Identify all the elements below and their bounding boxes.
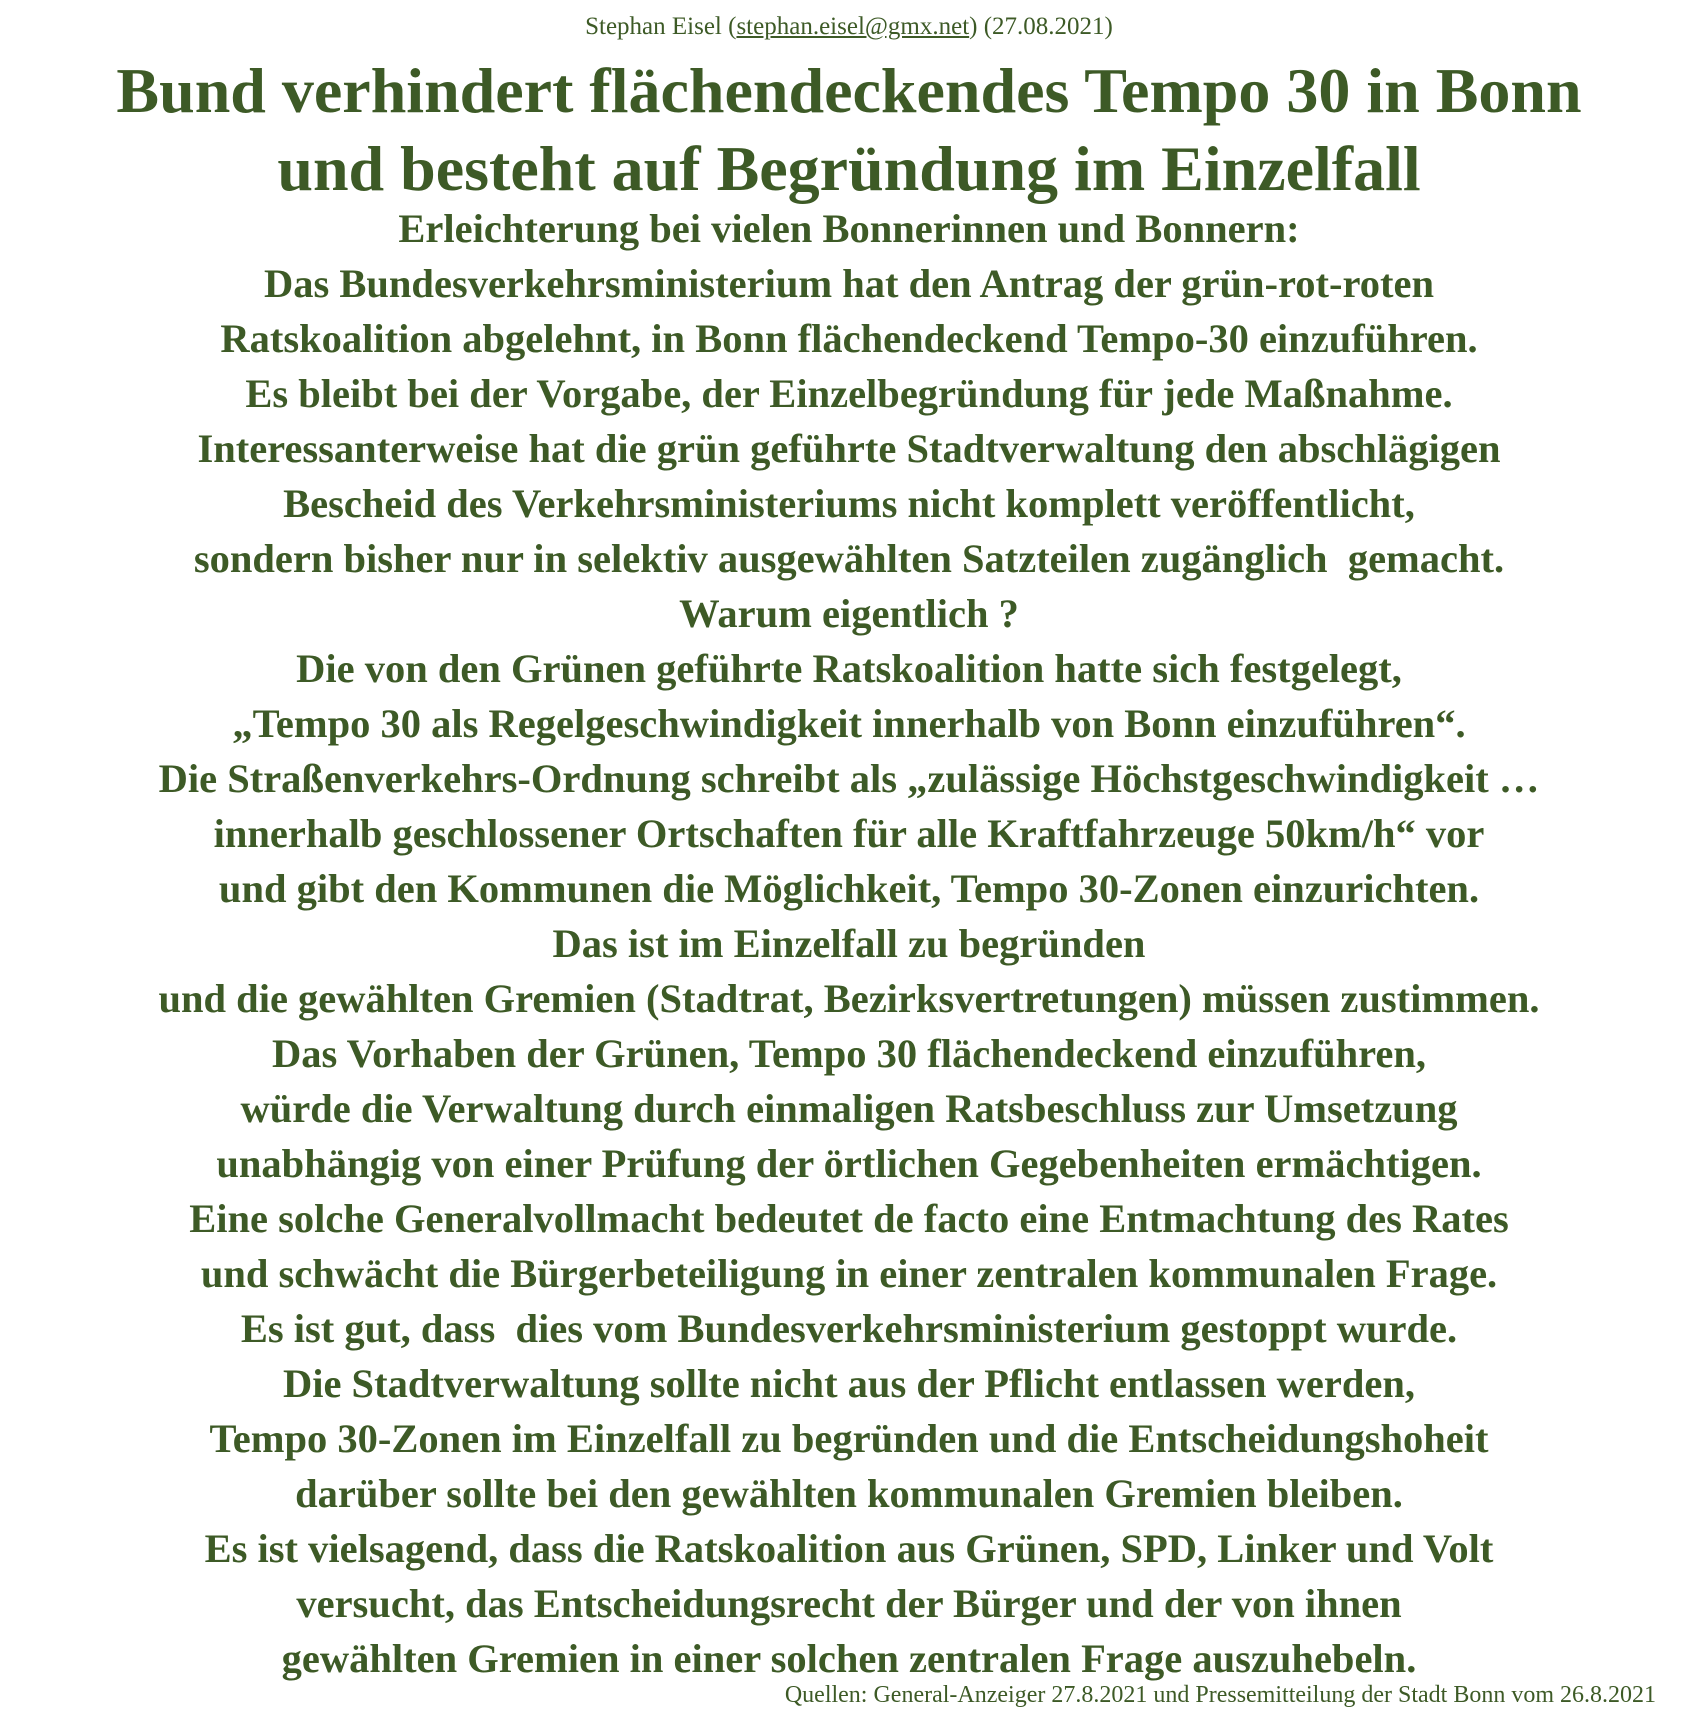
body-line: Interessanterweise hat die grün geführte Stadtverwaltung den abschlägigen [197, 426, 1501, 471]
headline-line-2: und besteht auf Begründung im Einzelfall [277, 133, 1421, 204]
body-line: würde die Verwaltung durch einmaligen Ratsbeschluss zur Umsetzung [240, 1086, 1458, 1131]
body-line: und schwächt die Bürgerbeteiligung in einer zentralen kommunalen Frage. [200, 1251, 1498, 1296]
body-line: „Tempo 30 als Regelgeschwindigkeit innerhalb von Bonn einzuführen“. [232, 701, 1466, 746]
body-line: gewählten Gremien in einer solchen zentralen Frage auszuhebeln. [281, 1636, 1417, 1681]
body-line: Warum eigentlich ? [679, 591, 1019, 636]
body-line: Ratskoalition abgelehnt, in Bonn flächendeckend Tempo-30 einzuführen. [220, 316, 1478, 361]
body-line: Eine solche Generalvollmacht bedeutet de facto eine Entmachtung des Rates [189, 1196, 1509, 1241]
body-line: und die gewählten Gremien (Stadtrat, Bezirksvertretungen) müssen zustimmen. [158, 976, 1540, 1021]
body-line: Bescheid des Verkehrsministeriums nicht komplett veröffentlicht, [283, 481, 1415, 526]
headline-line-1: Bund verhindert flächendeckendes Tempo 30 in Bonn [116, 55, 1582, 126]
body-line: innerhalb geschlossener Ortschaften für alle Kraftfahrzeuge 50km/h“ vor [213, 811, 1485, 856]
author-email-link[interactable]: stephan.eisel@gmx.net [736, 13, 970, 40]
body-line: Die Straßenverkehrs-Ordnung schreibt als „zulässige Höchstgeschwindigkeit … [158, 756, 1540, 801]
body-line: Die Stadtverwaltung sollte nicht aus der Pflicht entlassen werden, [282, 1361, 1416, 1406]
body-line: versucht, das Entscheidungsrecht der Bürger und der von ihnen [296, 1581, 1402, 1626]
body-line: unabhängig von einer Prüfung der örtlichen Gegebenheiten ermächtigen. [216, 1141, 1482, 1186]
body-line: darüber sollte bei den gewählten kommunalen Gremien bleiben. [295, 1471, 1403, 1516]
body-line: und gibt den Kommunen die Möglichkeit, Tempo 30-Zonen einzurichten. [218, 866, 1480, 911]
body-line: Es ist gut, dass dies vom Bundesverkehrsministerium gestoppt wurde. [240, 1306, 1458, 1351]
body-line: Tempo 30-Zonen im Einzelfall zu begründen und die Entscheidungshoheit [209, 1416, 1489, 1461]
body-line: Das Bundesverkehrsministerium hat den Antrag der grün-rot-roten [263, 261, 1434, 306]
body-line: Es bleibt bei der Vorgabe, der Einzelbegründung für jede Maßnahme. [245, 371, 1453, 416]
body-line: Erleichterung bei vielen Bonnerinnen und Bonnern: [398, 206, 1300, 251]
byline-author: Stephan Eisel ( [585, 13, 737, 40]
sources-note: Quellen: General-Anzeiger 27.8.2021 und Pressemitteilung der Stadt Bonn vom 26.8.2021 [784, 1682, 1656, 1708]
byline-date: ) (27.08.2021) [969, 13, 1113, 40]
body-line: Das Vorhaben der Grünen, Tempo 30 flächendeckend einzuführen, [271, 1031, 1427, 1076]
byline [0, 12, 1698, 42]
body-line: Es ist vielsagend, dass die Ratskoalition aus Grünen, SPD, Linker und Volt [204, 1526, 1494, 1571]
article-body [0, 201, 1698, 1686]
body-line: sondern bisher nur in selektiv ausgewählten Satzteilen zugänglich gemacht. [193, 536, 1505, 581]
body-line: Das ist im Einzelfall zu begründen [552, 921, 1146, 966]
body-line: Die von den Grünen geführte Ratskoalition hatte sich festgelegt, [296, 646, 1402, 691]
page-title [0, 52, 1698, 208]
